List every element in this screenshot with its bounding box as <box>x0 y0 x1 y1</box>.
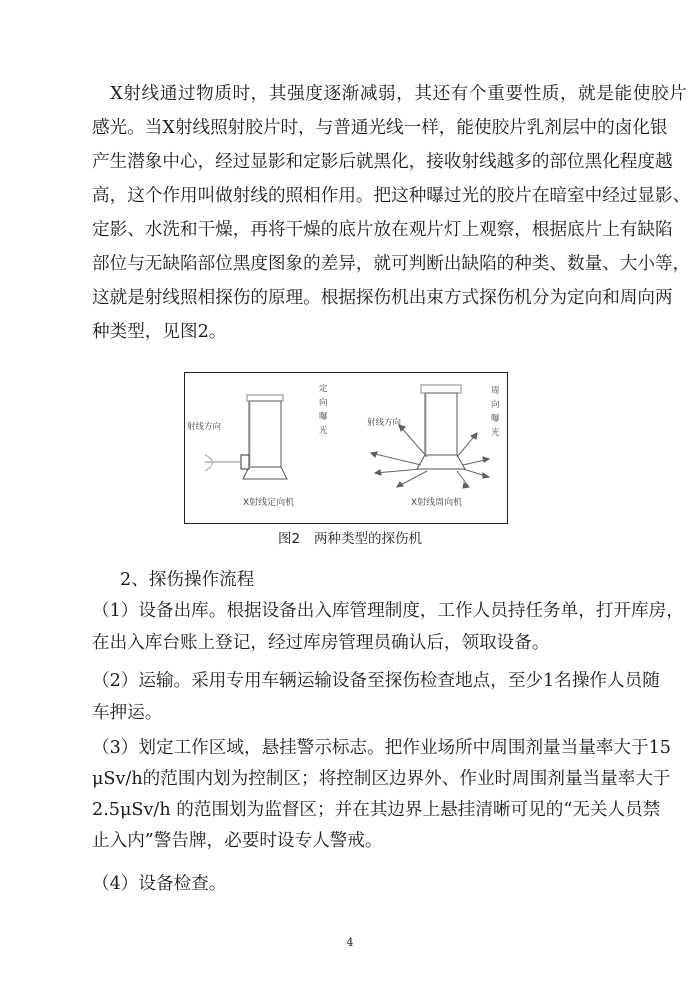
page-number: 4 <box>346 936 354 949</box>
svg-text:定: 定 <box>319 384 328 394</box>
paragraph-line: 感光。当X射线照射胶片时，与普通光线一样，能使胶片乳剂层中的卤化银 <box>92 118 668 138</box>
circumferential-machine-drawing <box>371 385 489 488</box>
step-line: （3）划定工作区域，悬挂警示标志。把作业场所中周围剂量当量率大于15 <box>92 738 671 758</box>
directional-machine-drawing <box>205 395 287 479</box>
left-beam-label: 射线方向 <box>187 422 222 432</box>
svg-text:曝: 曝 <box>319 412 328 422</box>
step-item <box>92 733 671 857</box>
left-side-label <box>319 383 328 436</box>
intro-paragraph <box>92 77 691 349</box>
step-item <box>92 595 684 659</box>
svg-text:光: 光 <box>319 426 328 436</box>
caption-number: 图2 <box>277 531 301 547</box>
paragraph-line: X射线通过物质时，其强度逐渐减弱，其还有个重要性质，就是能使胶片 <box>92 84 688 104</box>
paragraph-line: 定影、水洗和干燥，再将干燥的底片放在观片灯上观察，根据底片上有缺陷 <box>92 220 673 240</box>
step-line: （1）设备出库。根据设备出入库管理制度，工作人员持任务单，打开库房， <box>92 601 684 621</box>
svg-text:周: 周 <box>491 386 500 396</box>
paragraph-line: 产生潜象中心，经过显影和定影后就黑化，接收射线越多的部位黑化程度越 <box>92 152 673 172</box>
paragraph-line: 种类型，见图2。 <box>92 322 227 342</box>
step-item <box>92 868 622 900</box>
left-machine-label: X射线定向机 <box>243 498 295 508</box>
figure-drawing <box>185 373 507 523</box>
step-line: 止入内”警告牌，必要时设专人警戒。 <box>92 831 383 851</box>
paragraph-line: 高，这个作用叫做射线的照相作用。把这种曝过光的胶片在暗室中经过显影、 <box>92 186 691 206</box>
step-line: （2）运输。采用专用车辆运输设备至探伤检查地点，至少1名操作人员随 <box>92 671 660 691</box>
svg-text:向: 向 <box>319 398 328 408</box>
right-side-label <box>491 386 500 438</box>
right-machine-label: X射线周向机 <box>411 498 463 508</box>
paragraph-line: 部位与无缺陷部位黑度图象的差异，就可判断出缺陷的种类、数量、大小等， <box>92 254 691 274</box>
step-item <box>92 665 660 729</box>
step-line: μSv/h的范围内划为控制区；将控制区边界外、作业时周围剂量当量率大于 <box>92 769 671 789</box>
step-line: 车押运。 <box>92 703 163 723</box>
caption-text: 两种类型的探伤机 <box>314 531 423 547</box>
figure-flaw-detectors <box>184 372 508 524</box>
step-line: 在出入库台账上登记，经过库房管理员确认后，领取设备。 <box>92 633 550 653</box>
section-heading: 2、探伤操作流程 <box>120 570 255 590</box>
right-beam-label: 射线方向 <box>367 418 402 428</box>
step-line: 2.5μSv/h 的范围划为监督区；并在其边界上悬挂清晰可见的“无关人员禁 <box>92 800 661 820</box>
svg-text:曝: 曝 <box>491 414 500 424</box>
svg-text:向: 向 <box>491 400 500 410</box>
step-line: （4）设备检查。 <box>92 874 227 894</box>
paragraph-line: 这就是射线照相探伤的原理。根据探伤机出束方式探伤机分为定向和周向两 <box>92 288 673 308</box>
figure-caption <box>0 527 700 547</box>
svg-text:光: 光 <box>491 428 500 438</box>
